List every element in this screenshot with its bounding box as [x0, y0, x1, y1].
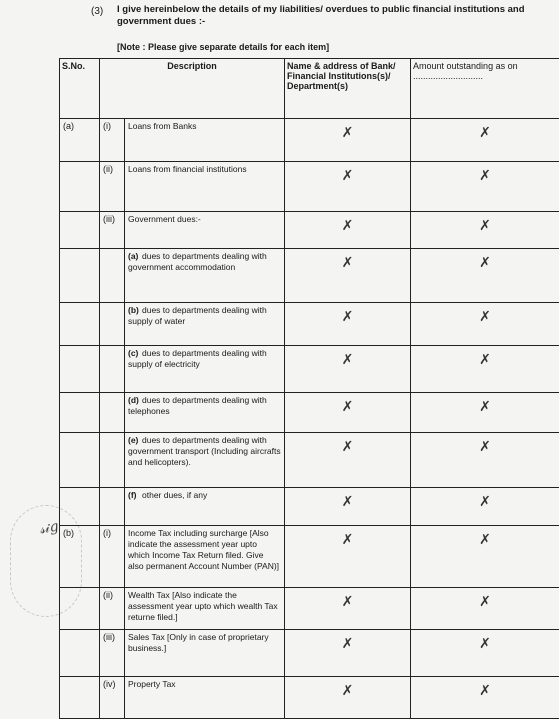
- row-sno: [60, 212, 100, 249]
- row-description: [125, 677, 285, 719]
- header-description: Description: [100, 59, 285, 119]
- row-sno: [60, 346, 100, 393]
- table-row: [60, 488, 559, 526]
- row-amount-mark: ✗: [411, 346, 559, 393]
- row-bank-mark: ✗: [285, 346, 411, 393]
- row-sub: (ii): [100, 162, 125, 212]
- row-sno: [60, 488, 100, 526]
- row-sub: [100, 488, 125, 526]
- row-sno: [60, 677, 100, 719]
- row-description-text: dues to departments dealing with supply of electricity: [128, 348, 267, 369]
- row-sno: [60, 249, 100, 303]
- row-description-text: Government dues:-: [128, 214, 201, 224]
- row-amount-mark: ✗: [411, 119, 559, 162]
- table-row: [60, 677, 559, 719]
- row-sub: [100, 346, 125, 393]
- row-description-text: Wealth Tax [Also indicate the assessment year upto which wealth Tax returne filed.]: [128, 590, 278, 622]
- row-description-text: Property Tax: [128, 679, 176, 689]
- row-sub: (iv): [100, 677, 125, 719]
- row-sno: [60, 162, 100, 212]
- row-amount-mark: ✗: [411, 630, 559, 677]
- row-description-text: dues to departments dealing with government transport (Including aircrafts and helicopters).: [128, 435, 281, 467]
- row-description-text: dues to departments dealing with government accommodation: [128, 251, 267, 272]
- row-letter: (a): [128, 251, 142, 262]
- row-bank-mark: ✗: [285, 119, 411, 162]
- table-row: [60, 393, 559, 433]
- row-description-text: other dues, if any: [142, 490, 207, 500]
- row-bank-mark: ✗: [285, 212, 411, 249]
- row-description: [125, 119, 285, 162]
- table-row: [60, 526, 559, 588]
- row-description: [125, 346, 285, 393]
- header-sno: S.No.: [60, 59, 100, 119]
- row-letter: (b): [128, 305, 142, 316]
- row-bank-mark: ✗: [285, 677, 411, 719]
- row-letter: (c): [128, 348, 142, 359]
- row-description-text: Sales Tax [Only in case of proprietary business.]: [128, 632, 269, 653]
- row-description: [125, 249, 285, 303]
- row-bank-mark: ✗: [285, 488, 411, 526]
- row-sub: (i): [100, 119, 125, 162]
- row-bank-mark: ✗: [285, 526, 411, 588]
- row-letter: (e): [128, 435, 142, 446]
- row-amount-mark: ✗: [411, 526, 559, 588]
- row-bank-mark: ✗: [285, 630, 411, 677]
- section-heading: I give hereinbelow the details of my liabilities/ overdues to public financial institutions and government dues :-: [117, 4, 547, 28]
- header-bank: Name & address of Bank/ Financial Institutions(s)/ Department(s): [285, 59, 411, 119]
- row-description: [125, 526, 285, 588]
- row-amount-mark: ✗: [411, 488, 559, 526]
- row-sno: (b): [60, 526, 100, 588]
- row-sub: [100, 393, 125, 433]
- liabilities-table: [59, 58, 559, 719]
- row-sno: [60, 433, 100, 488]
- table-row: [60, 346, 559, 393]
- row-description: [125, 162, 285, 212]
- table-row: [60, 433, 559, 488]
- row-description: [125, 488, 285, 526]
- row-description: [125, 630, 285, 677]
- row-bank-mark: ✗: [285, 249, 411, 303]
- row-amount-mark: ✗: [411, 162, 559, 212]
- row-sub: (iii): [100, 630, 125, 677]
- row-sno: [60, 630, 100, 677]
- row-sub: (ii): [100, 588, 125, 630]
- table-row: [60, 162, 559, 212]
- row-bank-mark: ✗: [285, 303, 411, 346]
- row-bank-mark: ✗: [285, 433, 411, 488]
- table-row: [60, 249, 559, 303]
- section-note: [Note : Please give separate details for each item]: [117, 42, 329, 52]
- row-description-text: Income Tax including surcharge [Also indicate the assessment year upto which Income Tax Return filed. Give also permanent Account Number (PAN)]: [128, 528, 279, 571]
- row-sub: [100, 249, 125, 303]
- row-sub: [100, 433, 125, 488]
- table-row: [60, 212, 559, 249]
- row-amount-mark: ✗: [411, 433, 559, 488]
- row-amount-mark: ✗: [411, 249, 559, 303]
- row-amount-mark: ✗: [411, 677, 559, 719]
- row-sno: [60, 588, 100, 630]
- row-amount-mark: ✗: [411, 212, 559, 249]
- row-bank-mark: ✗: [285, 393, 411, 433]
- row-description: [125, 303, 285, 346]
- row-sub: (iii): [100, 212, 125, 249]
- row-description-text: Loans from Banks: [128, 121, 197, 131]
- row-sub: [100, 303, 125, 346]
- signature: 𝓈𝒾𝑔: [39, 519, 60, 538]
- row-sno: (a): [60, 119, 100, 162]
- section-number: (3): [91, 6, 103, 17]
- row-amount-mark: ✗: [411, 303, 559, 346]
- table-row: [60, 588, 559, 630]
- row-amount-mark: ✗: [411, 588, 559, 630]
- row-description: [125, 212, 285, 249]
- row-description-text: dues to departments dealing with telephones: [128, 395, 267, 416]
- header-amount: Amount outstanding as on ............................: [411, 59, 559, 119]
- row-description: [125, 588, 285, 630]
- row-amount-mark: ✗: [411, 393, 559, 433]
- table-row: [60, 630, 559, 677]
- row-description-text: Loans from financial institutions: [128, 164, 247, 174]
- row-sno: [60, 303, 100, 346]
- row-description: [125, 393, 285, 433]
- row-sno: [60, 393, 100, 433]
- row-letter: (f): [128, 490, 142, 501]
- row-bank-mark: ✗: [285, 162, 411, 212]
- table-row: [60, 303, 559, 346]
- row-description: [125, 433, 285, 488]
- row-sub: (i): [100, 526, 125, 588]
- row-letter: (d): [128, 395, 142, 406]
- table-row: [60, 119, 559, 162]
- row-description-text: dues to departments dealing with supply of water: [128, 305, 267, 326]
- row-bank-mark: ✗: [285, 588, 411, 630]
